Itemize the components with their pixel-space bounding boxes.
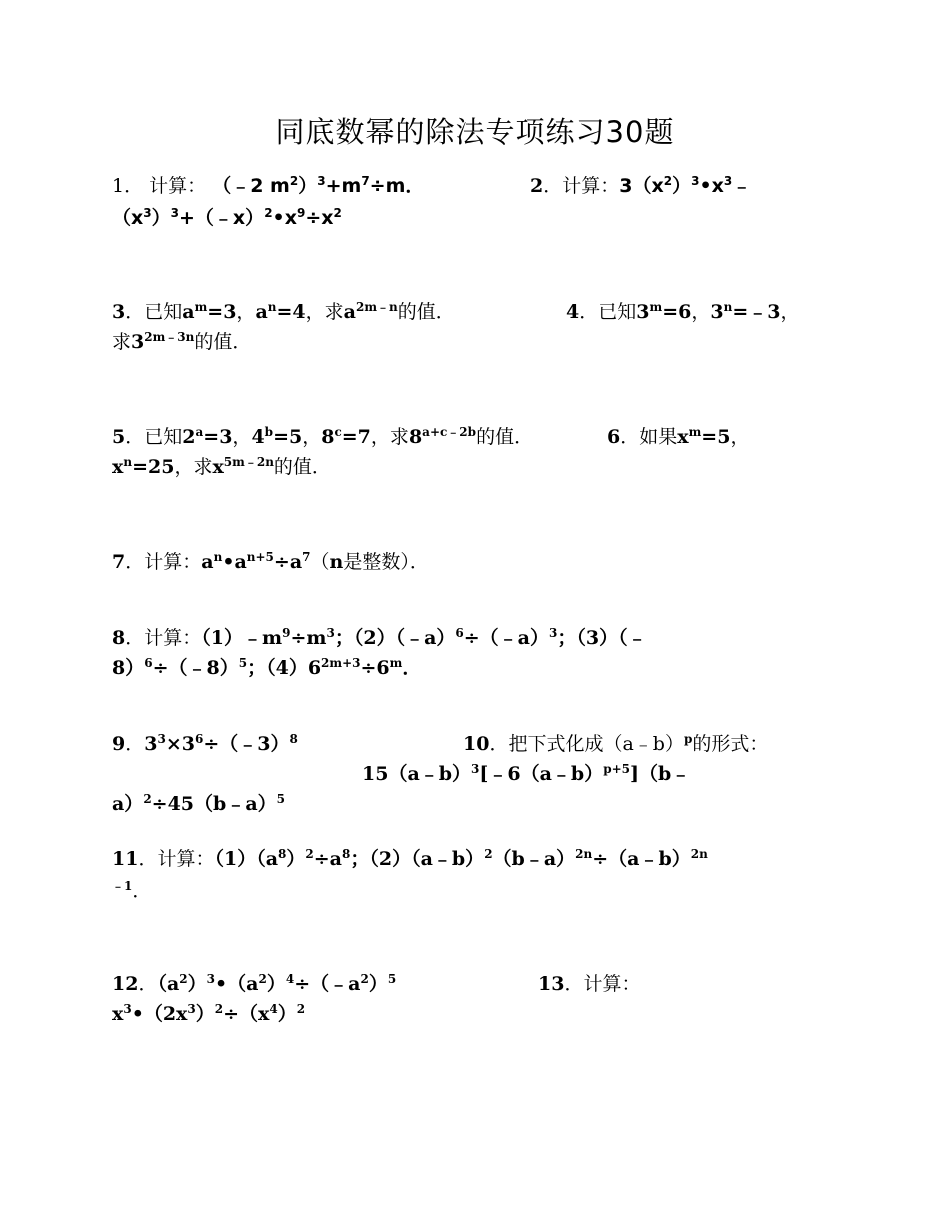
problem-number: 1． — [112, 175, 144, 197]
problem-2: 2．计算：$3(x^2)^3•x^3﹣$ — [530, 174, 752, 197]
problem-2-cont: $(x^3)^3+(﹣x)^2•x^9\div x^2$ — [112, 206, 342, 229]
problem-13: 13．计算： — [538, 973, 641, 995]
problem-6: 6．如果$x^m=5$， — [607, 425, 750, 448]
problem-10: 10．把下式化成（a﹣b）$^p$的形式： — [463, 732, 769, 755]
problem-3: 3．已知$a^m=3$，$a^n=4$，求$a^{2m﹣n}$的值． — [112, 300, 455, 323]
problem-4-cont: 求$3^{2m﹣3n}$的值． — [112, 330, 252, 353]
problem-8-cont: 8）$^6$÷（﹣8）$^5$；$(4)6^{2m+3}\div 6^m$． — [112, 656, 422, 679]
problem-5: 5．已知$2^a=3$，$4^b=5$，$8^c=7$，求$8^{a+c﹣2b}$的值． — [112, 425, 534, 448]
problem-11-cont: $^{﹣1}$． — [112, 879, 152, 902]
problem-8: 8．计算：$(1)﹣m^9\div m^3$；（2）（﹣a）$^6$÷（﹣a）$^3$；（3）（﹣ — [112, 626, 647, 649]
problem-10-cont2: a）$^2$÷45（b﹣a）$^5$ — [112, 792, 285, 815]
problem-1: 1． 计算： （﹣2 $m^2)^3+m^7\div m$． — [112, 174, 425, 197]
problem-12: 12．$(a^2)^3•(a^2)^4\div(﹣a^2)^5$ — [112, 972, 397, 995]
page-title: 同底数幂的除法专项练习30题 — [275, 115, 675, 149]
problem-4: 4．已知$3^m=6$，$3^n=﹣3$， — [566, 300, 800, 323]
problem-13-cont: $x^3•(2x^3)^2\div(x^4)^2$ — [112, 1002, 306, 1025]
problem-11: 11．计算：$(1)(a^8)^2\div a^8$；（2）（a﹣b）$^2$（b﹣a）$^{2n}$÷（a﹣b）$^{2n}$ — [112, 847, 708, 870]
problem-10-cont: 15（a﹣b）$^3$[﹣6（a﹣b）$^{p+5}$]（b﹣ — [362, 762, 691, 785]
problem-prompt: 计算： — [149, 175, 207, 197]
problem-7: 7．计算：$a^n•a^{n+5}\div a^7(n$是整数）． — [112, 550, 429, 573]
problem-6-cont: $x^n=25$，求$x^{5m﹣2n}$的值． — [112, 455, 331, 478]
problem-9: 9．$3^3\times 3^6\div(﹣3)^8$ — [112, 732, 298, 755]
